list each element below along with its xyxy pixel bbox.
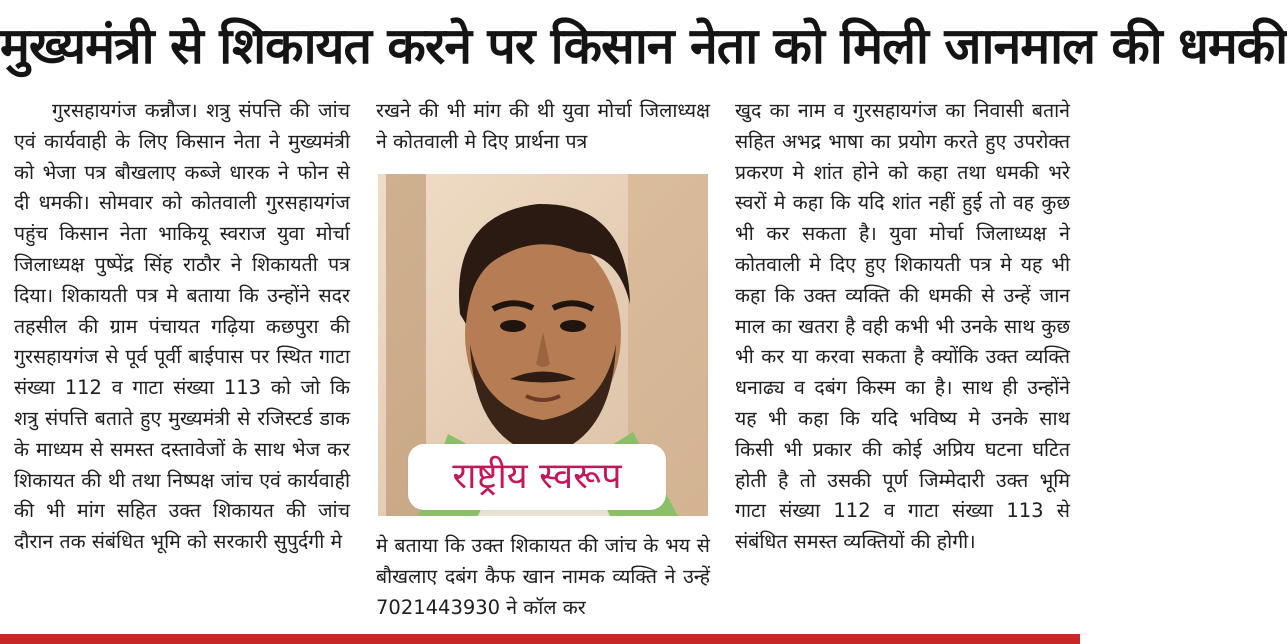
article-column-1 — [14, 96, 350, 558]
column-3-text: खुद का नाम व गुरसहायगंज का निवासी बताने सहित अभद्र भाषा का प्रयोग करते हुए उपरोक्त प्रकरण मे शांत होने को कहा तथा धमकी भरे स्वरों मे कहा कि यदि शांत नहीं हुई तो वह कुछ भी कर सकता है। युवा मोर्चा जिलाध्यक्ष ने कोतवाली मे दिए हुए शिकायती पत्र मे यह भी कहा कि उक्त व्यक्ति की धमकी से उन्हें जान माल का खतरा है वही कभी भी उनके साथ कुछ भी कर या करवा सकता है क्योंकि उक्त व्यक्ति धनाढ्य व दबंग किस्म का है। साथ ही उन्होंने यह भी कहा कि यदि भविष्य मे उनके साथ किसी भी प्रकार की कोई अप्रिय घटना घटित होती है तो उसकी पूर्ण जिम्मेदारी उक्त भूमि गाटा संख्या 112 व गाटा संख्या 113 से संबंधित समस्त व्यक्तियों की होगी। — [735, 99, 1070, 554]
publication-watermark: राष्ट्रीय स्वरूप — [408, 444, 666, 510]
right-eye — [560, 320, 586, 332]
left-eye — [500, 320, 526, 332]
column-2-bottom-text: मे बताया कि उक्त शिकायत की जांच के भय से बौखलाए दबंग कैफ खान नामक व्यक्ति ने उन्हें 7021443930 ने कॉल कर — [376, 534, 710, 619]
headline: मुख्यमंत्री से शिकायत करने पर किसान नेता को मिली जानमाल की धमकी — [0, 17, 1287, 75]
article-column-3 — [735, 96, 1070, 558]
column-2-top-text: रखने की भी मांग की थी युवा मोर्चा जिलाध्यक्ष ने कोतवाली मे दिए प्रार्थना पत्र — [376, 99, 710, 153]
article-column-2-top — [376, 96, 710, 158]
bottom-rule — [0, 634, 1080, 644]
article-column-2-bottom — [376, 531, 710, 623]
column-1-text: गुरसहायगंज कन्नौज। शत्रु संपत्ति की जांच एवं कार्यवाही के लिए किसान नेता ने मुख्यमंत्री को भेजा पत्र बौखलाए कब्जे धारक ने फोन से दी धमकी। सोमवार को कोतवाली गुरसहायगंज पहुंच किसान नेता भाकियू स्वराज युवा मोर्चा जिलाध्यक्ष पुष्पेंद्र सिंह राठौर ने शिकायती पत्र दिया। शिकायती पत्र मे बताया कि उन्होंने सदर तहसील की ग्राम पंचायत गढ़िया कछपुरा की गुरसहायगंज से पूर्व पूर्वी बाईपास पर स्थित गाटा संख्या 112 व गाटा संख्या 113 को जो कि शत्रु संपत्ति बताते हुए मुख्यमंत्री से रजिस्टर्ड डाक के माध्यम से समस्त दस्तावेजों के साथ भेज कर शिकायत की थी तथा निष्पक्ष जांच एवं कार्यवाही की भी मांग सहित उक्त शिकायत की जांच दौरान तक संबंधित भूमि को सरकारी सुपुर्दगी मे — [14, 99, 350, 554]
